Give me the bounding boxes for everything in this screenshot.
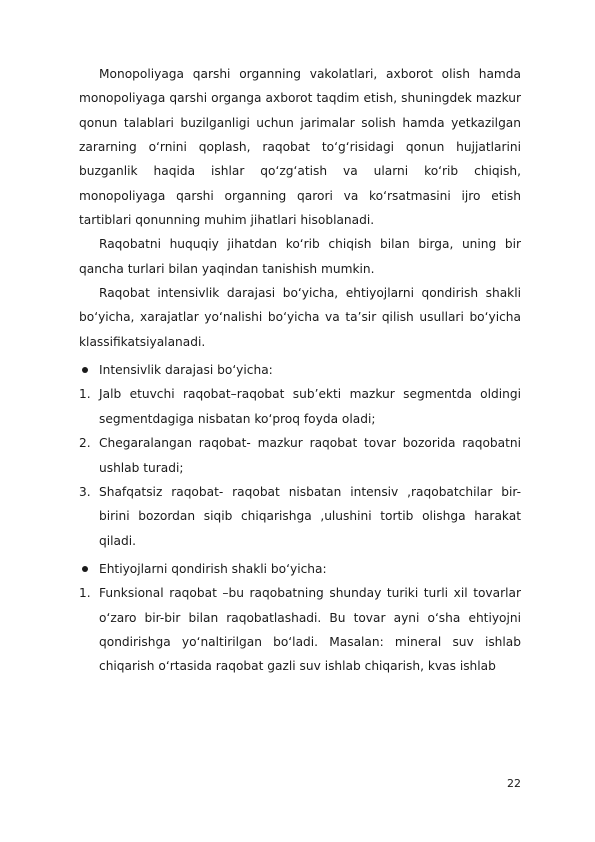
bullet-label: Ehtiyojlarni qondirish shakli bo‘yicha: [99, 561, 327, 576]
bullet-label: Intensivlik darajasi bo‘yicha: [99, 363, 273, 378]
list-text: Funksional raqobat –bu raqobatning shunday turiki turli xil tovarlar o‘zaro bir-bir bilan raqobatlashadi. Bu tovar ayni o‘sha ehtiyojni qondirishga yo‘naltirilgan bo‘ladi. Masalan: mineral suv ishlab chiqarish o‘rtasida raqobat gazli suv ishlab chiqarish, kvas ishlab [99, 586, 521, 674]
list-text: Jalb etuvchi raqobat–raqobat sub’ekti mazkur segmentda oldingi segmentdagiga nisbatan ko‘proq foyda oladi; [99, 387, 521, 426]
paragraph-3: Raqobat intensivlik darajasi bo‘yicha, ehtiyojlarni qondirish shakli bo‘yicha, xarajatlar yo‘nalishi bo‘yicha va ta’sir qilish usullari bo‘yicha klassifikatsiyalanadi. [79, 286, 521, 349]
list-text: Chegaralangan raqobat- mazkur raqobat tovar bozorida raqobatni ushlab turadi; [99, 436, 521, 475]
list-item [79, 431, 521, 480]
list-number: 1. [79, 586, 91, 601]
bullet-intensity [79, 358, 521, 382]
bullet-dot-icon [82, 367, 88, 373]
list-number: 2. [79, 436, 91, 451]
paragraph-2: Raqobatni huquqiy jihatdan ko‘rib chiqish bilan birga, uning bir qancha turlari bilan yaqindan tanishish mumkin. [79, 237, 521, 276]
list-item [79, 480, 521, 553]
page-number: 22 [507, 777, 521, 790]
document-page [79, 62, 521, 679]
list-text: Shafqatsiz raqobat- raqobat nisbatan intensiv ,raqobatchilar bir-birini bozordan siqib chiqarishga ,ulushini tortib olishga harakat qiladi. [99, 484, 521, 548]
list-item [79, 581, 521, 678]
bullet-needs [79, 557, 521, 581]
bullet-dot-icon [82, 566, 88, 572]
list-item [79, 382, 521, 431]
list-number: 1. [79, 387, 91, 402]
paragraph-1: Monopoliyaga qarshi organning vakolatlari, axborot olish hamda monopoliyaga qarshi organga axborot taqdim etish, shuningdek mazkur qonun talablari buzilganligi uchun jarimalar solish hamda yetkazilgan zararning o‘rnini qoplash, raqobat to‘g‘risidagi qonun hujjatlarini buzganlik haqida ishlar qo‘zg‘atish va ularni ko‘rib chiqish, monopoliyaga qarshi organning qarori va ko‘rsatmasini ijro etish tartiblari qonunning muhim jihatlari hisoblanadi. [79, 67, 521, 228]
list-number: 3. [79, 484, 91, 499]
